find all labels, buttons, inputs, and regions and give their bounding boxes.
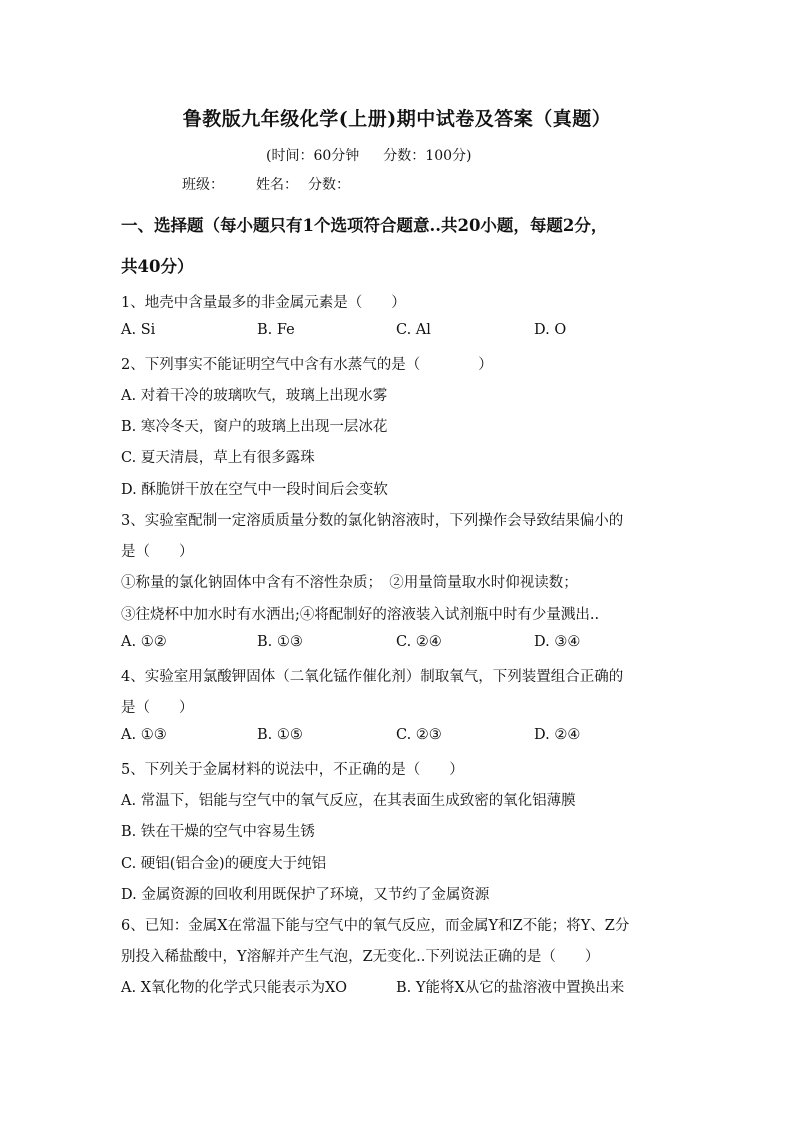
question-3-statement-2: ③往烧杯中加水时有水洒出;④将配制好的溶液装入试剂瓶中时有少量溅出.. xyxy=(121,607,600,623)
option-c: C. ②④ xyxy=(396,634,442,650)
option-d: D. O xyxy=(534,322,567,338)
exam-total-score: 分数：100分) xyxy=(383,148,472,164)
option-a: A. X氧化物的化学式只能表示为XO xyxy=(121,980,347,996)
option-a: A. ①② xyxy=(121,634,167,650)
exam-time: (时间：60分钟 xyxy=(266,148,360,164)
question-2-option-d: D. 酥脆饼干放在空气中一段时间后会变软 xyxy=(121,482,388,498)
option-c: C. Al xyxy=(396,322,431,338)
question-2-option-a: A. 对着干冷的玻璃吹气，玻璃上出现水雾 xyxy=(121,388,388,404)
option-b: B. Fe xyxy=(257,322,295,338)
option-b: B. Y能将X从它的盐溶液中置换出来 xyxy=(396,980,625,996)
section-heading-cont: 共40分） xyxy=(121,257,194,276)
question-3-stem: 3、实验室配制一定溶质质量分数的氯化钠溶液时，下列操作会导致结果偏小的 xyxy=(121,513,624,529)
question-3-statement-1: ①称量的氯化钠固体中含有不溶性杂质； ②用量筒量取水时仰视读数； xyxy=(121,575,578,591)
question-5-option-a: A. 常温下，铝能与空气中的氧气反应，在其表面生成致密的氧化铝薄膜 xyxy=(121,793,576,809)
name-label: 姓名： xyxy=(256,177,298,193)
question-4-stem-cont: 是（ ） xyxy=(121,700,194,716)
question-5-option-c: C. 硬铝(铝合金)的硬度大于纯铝 xyxy=(121,856,327,872)
question-2-option-c: C. 夏天清晨，草上有很多露珠 xyxy=(121,450,315,466)
question-5-option-b: B. 铁在干燥的空气中容易生锈 xyxy=(121,824,315,840)
section-heading: 一、选择题（每小题只有1个选项符合题意..共20小题，每题2分， xyxy=(121,216,608,235)
question-1-stem: 1、地壳中含量最多的非金属元素是（ ） xyxy=(121,295,406,311)
option-d: D. ③④ xyxy=(534,634,581,650)
class-label: 班级： xyxy=(182,177,224,193)
question-4-stem: 4、实验室用氯酸钾固体（二氧化锰作催化剂）制取氧气，下列装置组合正确的 xyxy=(121,669,624,685)
question-2-option-b: B. 寒冷冬天，窗户的玻璃上出现一层冰花 xyxy=(121,419,388,435)
question-6-stem: 6、已知：金属X在常温下能与空气中的氧气反应，而金属Y和Z不能；将Y、Z分 xyxy=(121,918,630,934)
page-title: 鲁教版九年级化学(上册)期中试卷及答案（真题） xyxy=(182,108,612,130)
option-b: B. ①⑤ xyxy=(257,727,303,743)
question-5-stem: 5、下列关于金属材料的说法中，不正确的是（ ） xyxy=(121,762,464,778)
student-info xyxy=(182,174,370,194)
option-a: A. Si xyxy=(121,322,156,338)
exam-meta xyxy=(266,145,471,165)
option-b: B. ①③ xyxy=(257,634,303,650)
question-2-stem: 2、下列事实不能证明空气中含有水蒸气的是（ ） xyxy=(121,357,493,373)
question-5-option-d: D. 金属资源的回收利用既保护了环境，又节约了金属资源 xyxy=(121,887,490,903)
question-6-stem-cont: 别投入稀盐酸中，Y溶解并产生气泡，Z无变化..下列说法正确的是（ ） xyxy=(121,949,600,965)
question-3-stem-cont: 是（ ） xyxy=(121,544,194,560)
option-d: D. ②④ xyxy=(534,727,581,743)
option-a: A. ①③ xyxy=(121,727,167,743)
option-c: C. ②③ xyxy=(396,727,442,743)
score-label: 分数： xyxy=(308,177,350,193)
